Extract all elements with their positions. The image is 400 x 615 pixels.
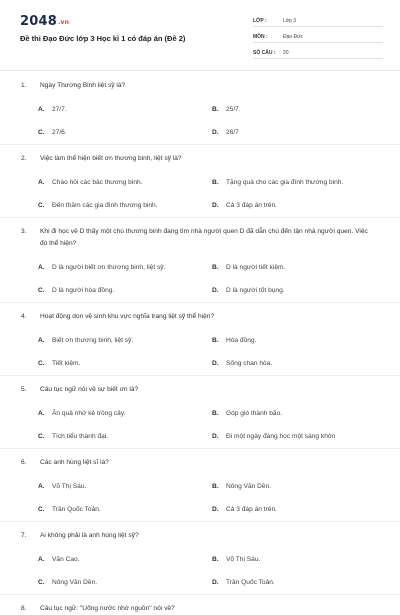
question-6: [0, 457, 400, 522]
question-number: 7.: [21, 532, 27, 539]
answer-option[interactable]: [38, 128, 198, 138]
option-text: Trần Quốc Toản.: [226, 579, 275, 586]
option-letter: B.: [212, 264, 219, 271]
question-stem: [0, 603, 400, 615]
question-1: [0, 80, 400, 145]
option-letter: D.: [212, 433, 219, 440]
question-stem: [0, 457, 400, 469]
option-text: Sống chan hòa.: [226, 360, 273, 367]
option-letter: A.: [38, 264, 45, 271]
answer-option[interactable]: [38, 336, 198, 346]
option-letter: D.: [212, 579, 219, 586]
answer-option[interactable]: [212, 409, 372, 419]
option-letter: C.: [38, 506, 45, 513]
meta-label: LỚP :: [253, 17, 267, 24]
question-number: 5.: [21, 386, 27, 393]
question-4: [0, 311, 400, 376]
question-number: 6.: [21, 459, 27, 466]
question-5: [0, 384, 400, 449]
question-divider: [0, 375, 400, 376]
option-text: 27/6.: [52, 129, 67, 136]
question-divider: [0, 521, 400, 522]
option-letter: B.: [212, 556, 219, 563]
option-text: Cả 3 đáp án trên.: [226, 506, 277, 513]
answer-option[interactable]: [212, 359, 372, 369]
option-letter: D.: [212, 506, 219, 513]
answer-option[interactable]: [212, 105, 372, 115]
question-number: 4.: [21, 313, 27, 320]
question-divider: [0, 144, 400, 145]
option-text: Hòa đồng.: [226, 337, 257, 344]
question-divider: [0, 594, 400, 595]
question-text: Việc làm thể hiện biết ơn thương binh, liệt sỹ là?: [40, 155, 182, 162]
question-8: [0, 603, 400, 615]
option-text: Ăn quả nhớ kẻ trồng cây.: [52, 410, 126, 417]
option-letter: D.: [212, 129, 219, 136]
question-3: [0, 226, 400, 303]
option-text: 25/7.: [226, 106, 241, 113]
answer-options: [0, 469, 400, 515]
site-logo[interactable]: [20, 14, 69, 29]
option-letter: A.: [38, 556, 45, 563]
answer-options: [0, 396, 400, 442]
option-letter: C.: [38, 360, 45, 367]
option-text: 26/7: [226, 129, 239, 136]
question-text: Hoạt động dọn vệ sinh khu vực nghĩa trang liệt sỹ thể hiện?: [40, 313, 215, 320]
option-letter: B.: [212, 337, 219, 344]
option-letter: A.: [38, 337, 45, 344]
answer-option[interactable]: [38, 482, 198, 492]
meta-row-count: [253, 47, 383, 59]
exam-header: [0, 0, 400, 66]
option-letter: D.: [212, 287, 219, 294]
option-text: Góp gió thành bão.: [226, 410, 283, 417]
question-stem: [0, 153, 400, 165]
meta-value: Lớp 3: [283, 17, 297, 24]
answer-options: [0, 323, 400, 369]
answer-option[interactable]: [38, 432, 198, 442]
answer-options: [0, 542, 400, 588]
answer-options: [0, 92, 400, 138]
option-text: Biết ơn thương binh, liệt sỹ.: [52, 337, 134, 344]
question-number: 2.: [21, 155, 27, 162]
question-text: Các anh hùng liệt sĩ là?: [40, 459, 109, 466]
option-letter: C.: [38, 287, 45, 294]
option-text: Nông Văn Dền.: [52, 579, 98, 586]
answer-option[interactable]: [212, 482, 372, 492]
answer-option[interactable]: [38, 263, 198, 273]
option-text: Văn Cao.: [52, 556, 80, 563]
question-text: Câu tục ngữ nói về sự biết ơn là?: [40, 386, 139, 393]
question-stem: [0, 384, 400, 396]
option-text: Trần Quốc Toản.: [52, 506, 101, 513]
option-letter: B.: [212, 106, 219, 113]
question-number: 8.: [21, 605, 27, 612]
meta-row-subject: [253, 31, 383, 43]
question-stem: [0, 530, 400, 542]
answer-option[interactable]: [38, 201, 198, 211]
option-text: D là người hòa đồng.: [52, 287, 115, 294]
answer-option[interactable]: [212, 286, 372, 296]
option-text: Chào hỏi các bác thương binh.: [52, 179, 143, 186]
option-letter: C.: [38, 579, 45, 586]
meta-value: 20: [283, 49, 289, 56]
question-divider: [0, 217, 400, 218]
answer-option[interactable]: [212, 505, 372, 515]
answer-option[interactable]: [212, 336, 372, 346]
answer-option[interactable]: [212, 555, 372, 565]
meta-label: SỐ CÂU :: [253, 49, 276, 56]
option-letter: B.: [212, 179, 219, 186]
option-text: Đi một ngày đàng học một sàng khôn: [226, 433, 336, 440]
answer-option[interactable]: [38, 409, 198, 419]
option-letter: D.: [212, 360, 219, 367]
option-letter: B.: [212, 483, 219, 490]
question-divider: [0, 302, 400, 303]
option-letter: A.: [38, 106, 45, 113]
logo-suffix: .vn: [57, 19, 70, 26]
option-text: Võ Thị Sáu.: [226, 556, 261, 563]
logo-text: 2048: [20, 14, 57, 29]
question-stem: [0, 80, 400, 92]
answer-option[interactable]: [212, 263, 372, 273]
option-text: Nông Văn Dền.: [226, 483, 272, 490]
option-text: Đến thăm các gia đình thương binh.: [52, 202, 158, 209]
option-text: Võ Thị Sáu.: [52, 483, 87, 490]
option-text: Cả 3 đáp án trên.: [226, 202, 277, 209]
answer-option[interactable]: [38, 359, 198, 369]
answer-option[interactable]: [38, 286, 198, 296]
option-letter: A.: [38, 483, 45, 490]
answer-option[interactable]: [212, 178, 372, 188]
answer-option[interactable]: [212, 578, 372, 588]
question-number: 3.: [21, 228, 27, 235]
option-text: D là người tiết kiệm.: [226, 264, 286, 271]
header-divider: [0, 70, 400, 71]
option-text: D là người biết ơn thương binh, liệt sỹ.: [52, 264, 166, 271]
option-letter: D.: [212, 202, 219, 209]
option-text: 27/7.: [52, 106, 67, 113]
meta-label: MÔN :: [253, 33, 268, 40]
answer-option[interactable]: [38, 505, 198, 515]
question-text: Ngày Thương Binh liệt sỹ là?: [40, 82, 126, 89]
answer-option[interactable]: [212, 432, 372, 442]
answer-option[interactable]: [212, 201, 372, 211]
option-text: Tiết kiệm.: [52, 360, 81, 367]
question-2: [0, 153, 400, 218]
answer-option[interactable]: [212, 128, 372, 138]
question-7: [0, 530, 400, 595]
question-text: Câu tục ngữ: "Uống nước nhớ nguồn" nói về?: [40, 605, 175, 612]
option-text: Tích tiểu thành đại.: [52, 433, 109, 440]
question-list: [0, 80, 400, 615]
option-letter: B.: [212, 410, 219, 417]
question-divider: [0, 448, 400, 449]
answer-option[interactable]: [38, 555, 198, 565]
question-text: Khi đi học về D thấy một chú thương binh đang tìm nhà người quen D đã dẫn chú đến tận nhà người quen. Việc đó thể hiện?: [40, 228, 368, 247]
option-letter: A.: [38, 410, 45, 417]
answer-options: [0, 250, 400, 296]
exam-meta: [253, 15, 383, 63]
option-text: D là người tốt bụng.: [226, 287, 285, 294]
option-letter: A.: [38, 179, 45, 186]
answer-option[interactable]: [38, 178, 198, 188]
question-stem: [0, 226, 400, 250]
option-letter: C.: [38, 202, 45, 209]
question-text: Ai không phải là anh hùng liệt sỹ?: [40, 532, 139, 539]
option-text: Tặng quà cho các gia đình thương binh.: [226, 179, 344, 186]
answer-options: [0, 165, 400, 211]
meta-row-class: [253, 15, 383, 27]
question-stem: [0, 311, 400, 323]
meta-value: Đạo Đức: [283, 33, 304, 40]
option-letter: C.: [38, 129, 45, 136]
question-number: 1.: [21, 82, 27, 89]
answer-option[interactable]: [38, 578, 198, 588]
answer-option[interactable]: [38, 105, 198, 115]
exam-title: Đề thi Đạo Đức lớp 3 Học kì 1 có đáp án (Đề 2): [20, 34, 186, 43]
option-letter: C.: [38, 433, 45, 440]
